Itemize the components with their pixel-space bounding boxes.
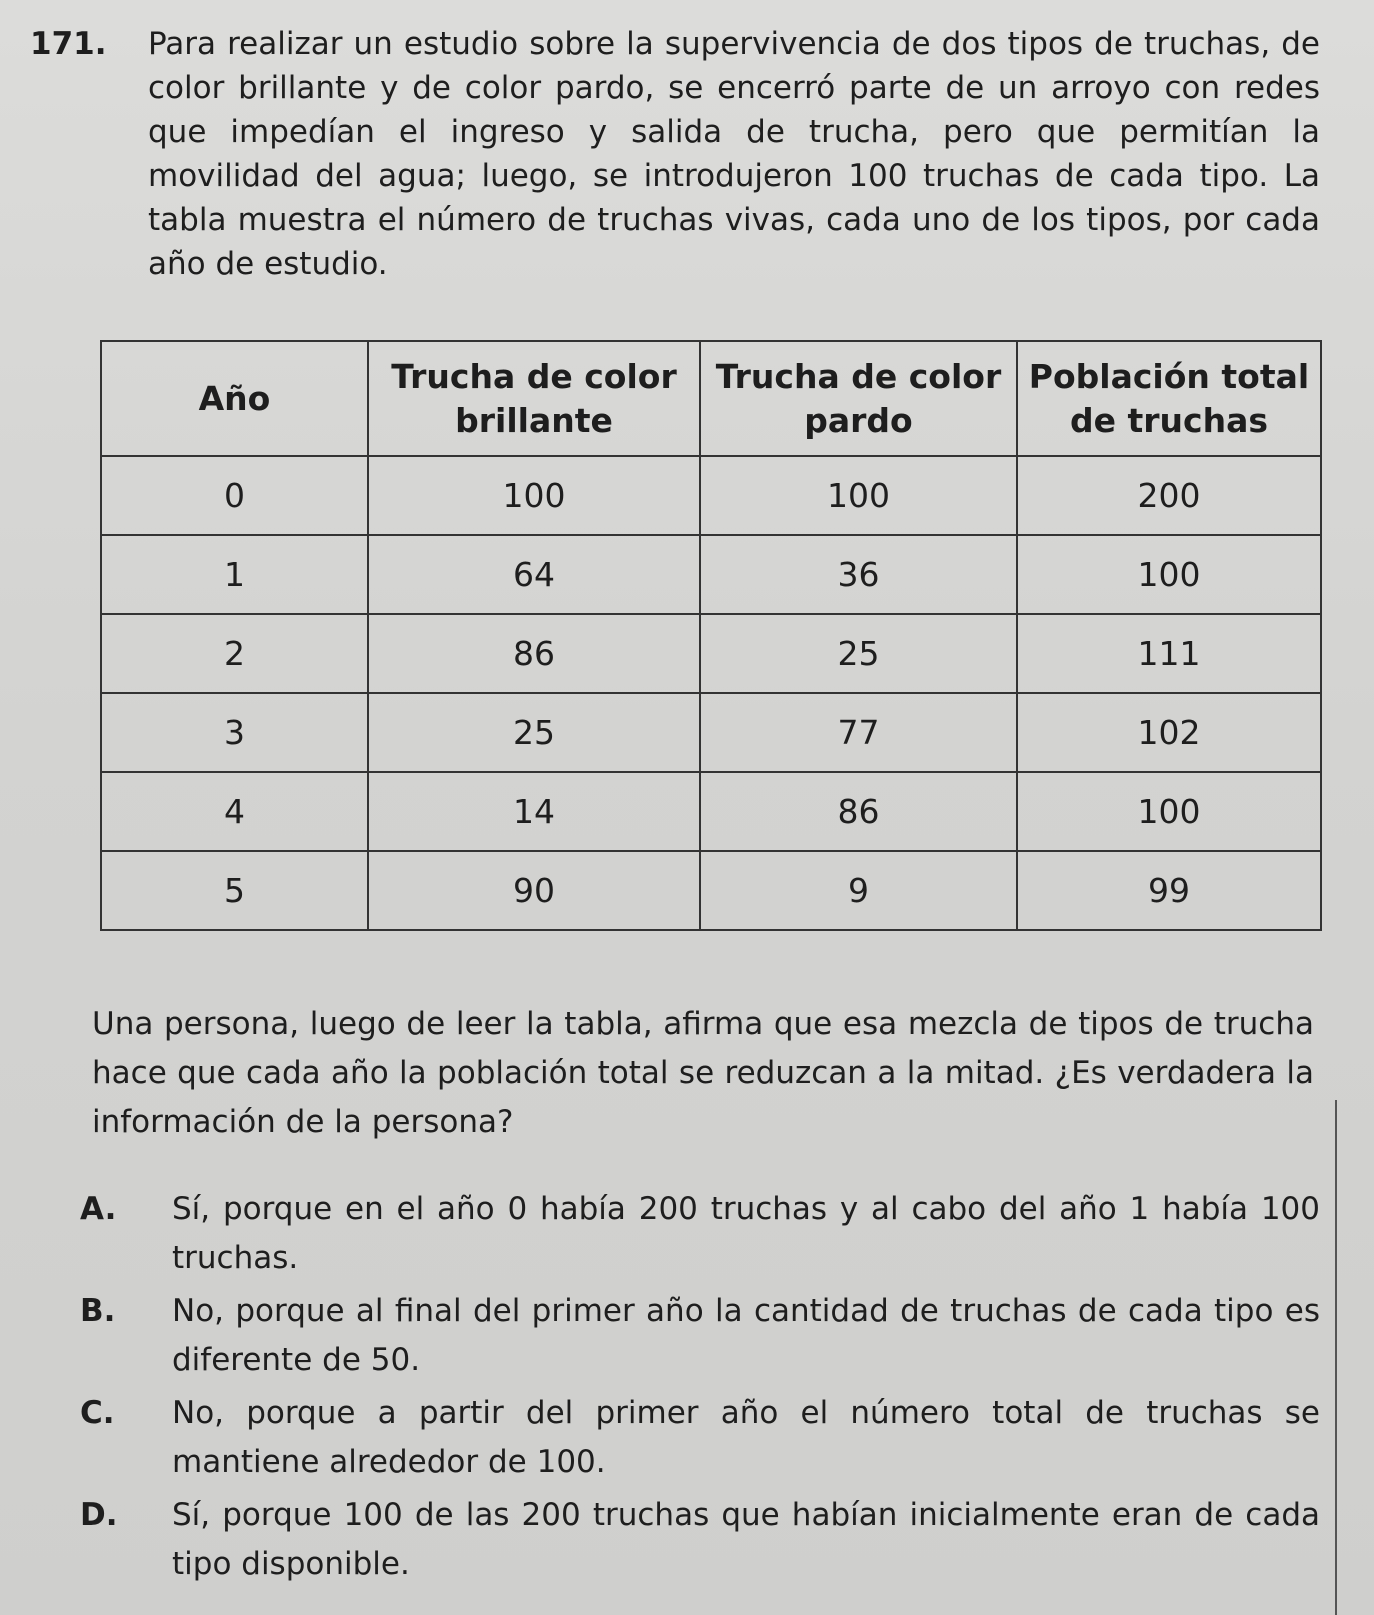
table-cell: 5: [101, 851, 368, 930]
page-margin-rule: [1335, 1100, 1337, 1615]
table-row: [101, 851, 1321, 930]
option-b[interactable]: [80, 1287, 1320, 1385]
table-cell: 25: [700, 614, 1017, 693]
table-row: [101, 614, 1321, 693]
table-cell: 200: [1017, 456, 1321, 535]
table-header-cell: Población total de truchas: [1017, 341, 1321, 456]
table-cell: 2: [101, 614, 368, 693]
option-letter: C.: [80, 1395, 115, 1431]
table-cell: 90: [368, 851, 700, 930]
table-cell: 1: [101, 535, 368, 614]
table-cell: 64: [368, 535, 700, 614]
option-letter: B.: [80, 1293, 116, 1329]
table-cell: 100: [1017, 535, 1321, 614]
option-letter: D.: [80, 1497, 118, 1533]
table-header-cell: Trucha de color pardo: [700, 341, 1017, 456]
question-number: 171.: [30, 26, 107, 62]
table-row: [101, 535, 1321, 614]
table-cell: 99: [1017, 851, 1321, 930]
table-row: [101, 693, 1321, 772]
option-text: Sí, porque en el año 0 había 200 truchas y al cabo del año 1 había 100 truchas.: [172, 1191, 1320, 1276]
table-header-row: [101, 341, 1321, 456]
option-text: No, porque al final del primer año la cantidad de truchas de cada tipo es diferente de 50.: [172, 1293, 1320, 1378]
option-d[interactable]: [80, 1491, 1320, 1589]
option-a[interactable]: [80, 1185, 1320, 1283]
table-cell: 14: [368, 772, 700, 851]
table-cell: 0: [101, 456, 368, 535]
table-cell: 111: [1017, 614, 1321, 693]
table-cell: 100: [700, 456, 1017, 535]
table-cell: 3: [101, 693, 368, 772]
trout-table: [100, 340, 1322, 931]
table-cell: 25: [368, 693, 700, 772]
table-cell: 36: [700, 535, 1017, 614]
table-cell: 86: [368, 614, 700, 693]
option-letter: A.: [80, 1191, 117, 1227]
option-text: No, porque a partir del primer año el número total de truchas se mantiene alrededor de 100.: [172, 1395, 1320, 1480]
answer-options: [80, 1185, 1320, 1593]
question-block: [30, 22, 1320, 286]
table-cell: 100: [368, 456, 700, 535]
table-header-cell: Trucha de color brillante: [368, 341, 700, 456]
table-cell: 9: [700, 851, 1017, 930]
option-text: Sí, porque 100 de las 200 truchas que habían inicialmente eran de cada tipo disponible.: [172, 1497, 1320, 1582]
table-cell: 102: [1017, 693, 1321, 772]
table-row: [101, 772, 1321, 851]
question-prompt: Una persona, luego de leer la tabla, afirma que esa mezcla de tipos de trucha hace que cada año la población total se reduzcan a la mitad. ¿Es verdadera la información de la persona?: [92, 1006, 1314, 1140]
option-c[interactable]: [80, 1389, 1320, 1487]
table-cell: 4: [101, 772, 368, 851]
question-text: Para realizar un estudio sobre la supervivencia de dos tipos de truchas, de color brillante y de color pardo, se encerró parte de un arroyo con redes que impedían el ingreso y salida de trucha, pero que permitían la movilidad del agua; luego, se introdujeron 100 truchas de cada tipo. La tabla muestra el número de truchas vivas, cada uno de los tipos, por cada año de estudio.: [148, 26, 1320, 282]
table-cell: 77: [700, 693, 1017, 772]
table-header-cell: Año: [101, 341, 368, 456]
table-row: [101, 456, 1321, 535]
table-cell: 86: [700, 772, 1017, 851]
table-cell: 100: [1017, 772, 1321, 851]
